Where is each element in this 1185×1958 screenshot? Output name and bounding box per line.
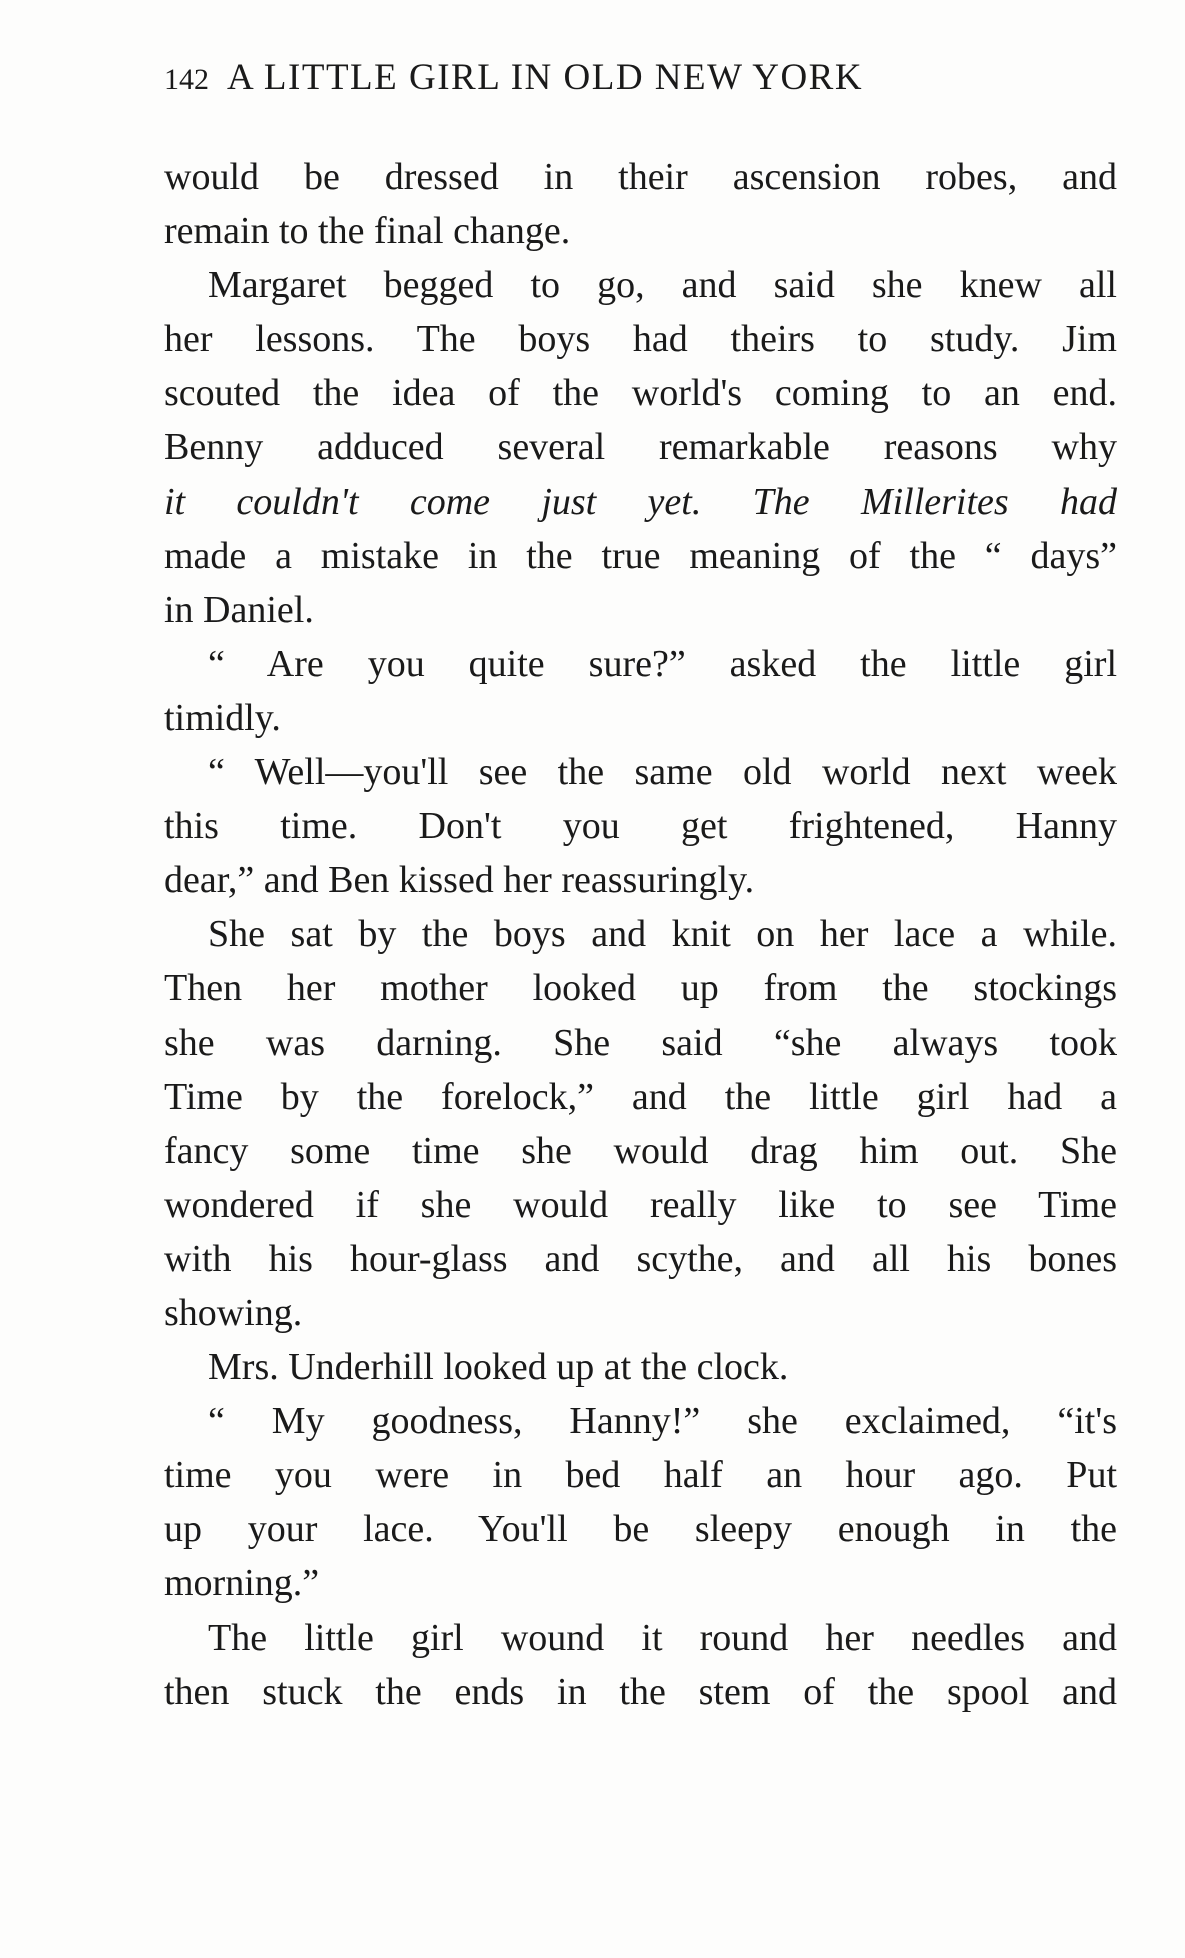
text-line: remain to the final change. [164, 210, 571, 253]
text-line: time you were in bed half an hour ago. Put [164, 1454, 1117, 1497]
text-line: her lessons. The boys had theirs to study. Jim [164, 318, 1117, 361]
text-line: would be dressed in their ascension robes, and [164, 156, 1117, 198]
text-line: Benny adduced several remarkable reasons why [164, 426, 1117, 469]
text-line: “ Well—you'll see the same old world next week [208, 751, 1117, 794]
text-line: scouted the idea of the world's coming to an end. [164, 372, 1117, 415]
text-line: showing. [164, 1291, 303, 1334]
text-line: The little girl wound it round her needles and [208, 1616, 1117, 1659]
text-line: “ My goodness, Hanny!” she exclaimed, “it's [208, 1400, 1117, 1443]
text-line: Margaret begged to go, and said she knew all [208, 264, 1117, 307]
text-line: in Daniel. [164, 588, 314, 631]
text-line: timidly. [164, 696, 281, 739]
text-line: dear,” and Ben kissed her reassuringly. [164, 859, 755, 902]
text-line: she was darning. She said “she always took [164, 1021, 1117, 1064]
text-line: Time by the forelock,” and the little girl had a [164, 1075, 1117, 1118]
text-line: it couldn't come just yet. The Millerites had [164, 480, 1117, 523]
text-line: She sat by the boys and knit on her lace a while. [208, 913, 1117, 956]
text-line: made a mistake in the true meaning of the “ days” [164, 534, 1117, 577]
text-line: with his hour-glass and scythe, and all his bones [164, 1237, 1117, 1280]
text-line: fancy some time she would drag him out. She [164, 1129, 1117, 1172]
text-line: wondered if she would really like to see Time [164, 1183, 1117, 1226]
body-text [164, 150, 1117, 1719]
text-line: morning.” [164, 1562, 320, 1605]
running-head [164, 56, 1044, 99]
page-number: 142 [164, 63, 209, 96]
text-line: up your lace. You'll be sleepy enough in the [164, 1508, 1117, 1551]
text-line: “ Are you quite sure?” asked the little girl [208, 642, 1117, 685]
text-line: this time. Don't you get frightened, Hanny [164, 805, 1117, 848]
text-line: then stuck the ends in the stem of the spool and [164, 1670, 1117, 1713]
running-title: A LITTLE GIRL IN OLD NEW YORK [227, 57, 864, 98]
text-line: Then her mother looked up from the stockings [164, 967, 1117, 1010]
text-line: Mrs. Underhill looked up at the clock. [208, 1346, 789, 1389]
